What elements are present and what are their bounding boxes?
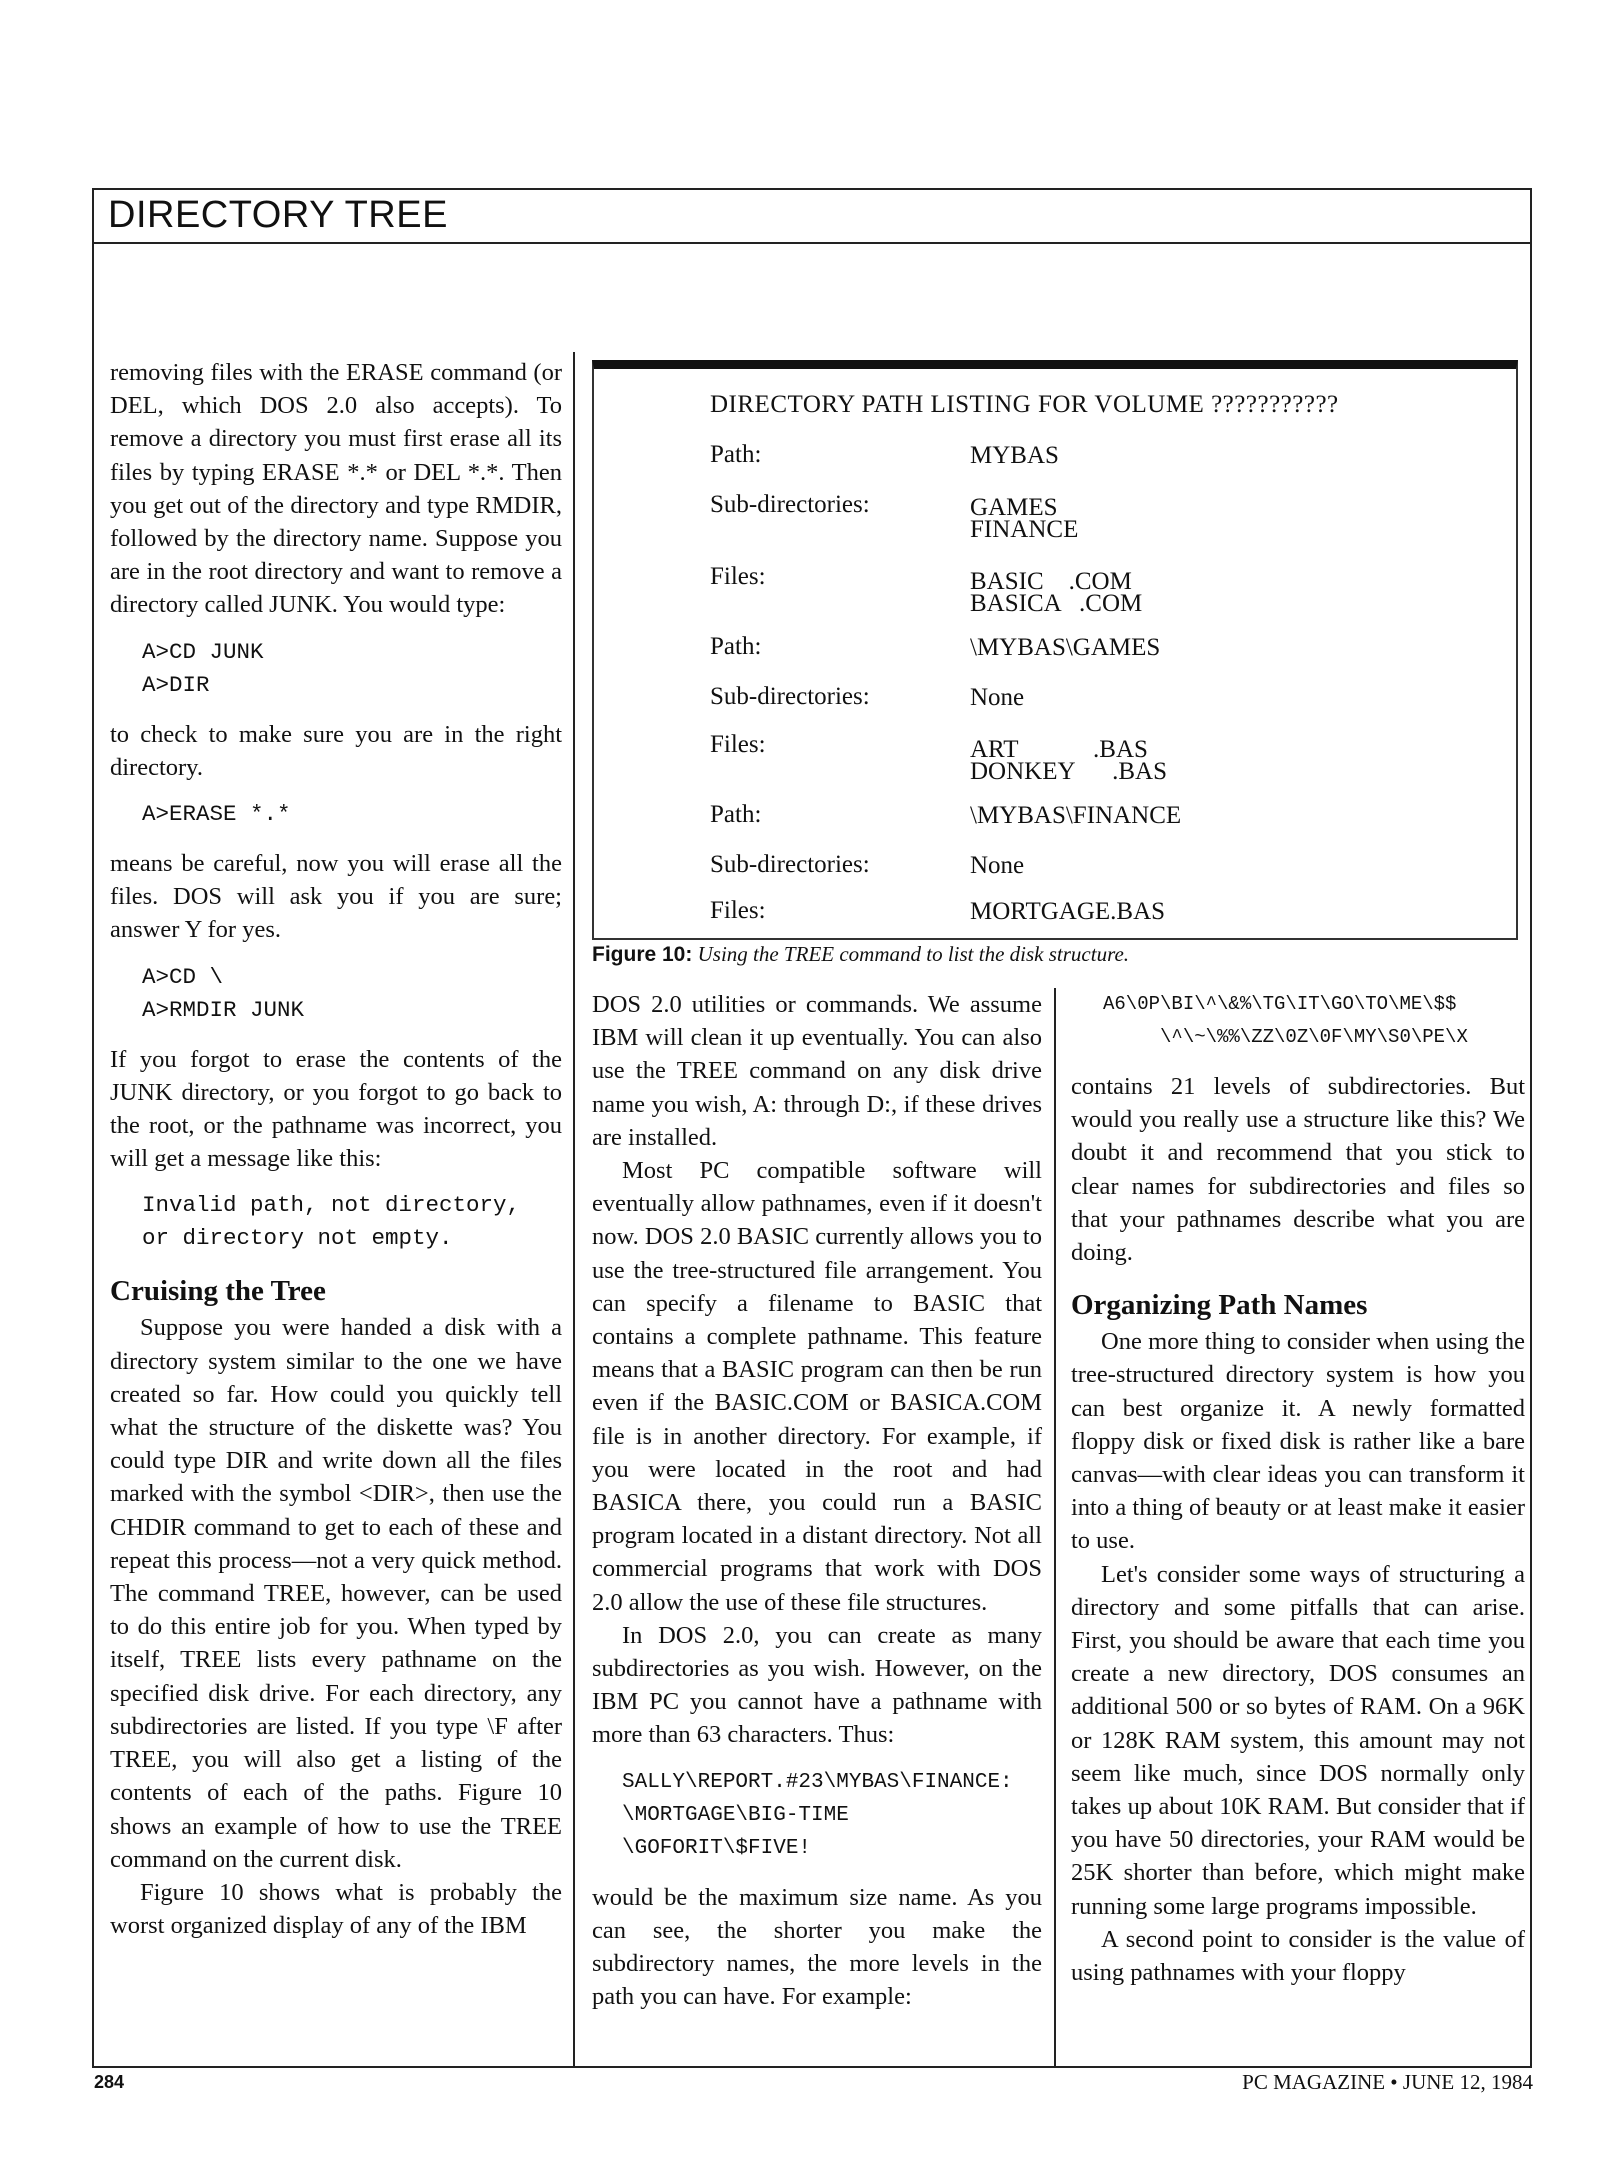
page-title: DIRECTORY TREE bbox=[108, 194, 448, 236]
figure-row-label: Path: bbox=[710, 441, 762, 468]
figure-row-label: Sub-directories: bbox=[710, 491, 870, 518]
figure-row-value: \MYBAS\GAMES bbox=[970, 634, 1161, 661]
paragraph: A second point to consider is the value of using pathnames with your floppy bbox=[1071, 1925, 1525, 1987]
paragraph: to check to make sure you are in the right directory. bbox=[110, 720, 562, 781]
column-divider bbox=[573, 352, 575, 2066]
figure-row-value: ART .BAS DONKEY .BAS bbox=[970, 736, 1167, 785]
figure-row-value: BASIC .COM BASICA .COM bbox=[970, 568, 1143, 617]
paragraph: If you forgot to erase the contents of the JUNK directory, or you forgot to go back to the root, or the pathname was incorrect, you will get a message like this: bbox=[110, 1045, 562, 1173]
code-block: SALLY\REPORT.#23\MYBAS\FINANCE: \MORTGAGE\BIG-TIME \GOFORIT\$FIVE! bbox=[622, 1770, 1013, 1860]
paragraph: Suppose you were handed a disk with a directory system similar to the one we have created so far. How could you quickly tell what the structure of the diskette was? You could type DIR and write down all the files marked with the symbol <DIR>, then use the CHDIR command to get to each of these and repeat this process—not a very quick method. The command TREE, however, can be used to do this entire job for you. When typed by itself, TREE lists every pathname on the specified disk drive. For each directory, any subdirectories are listed. If you type \F after TREE, you will also get a listing of the contents of each of the paths. Figure 10 shows an example of how to use the TREE command on the current disk. bbox=[110, 1314, 562, 1873]
figure-row-label: Sub-directories: bbox=[710, 851, 870, 878]
code-block: A>CD \ A>RMDIR JUNK bbox=[142, 963, 305, 1023]
paragraph: Let's consider some ways of structuring a directory and some pitfalls that can arise. First, you should be aware that each time you create a new directory, DOS consumes an additional 500 or so bytes of RAM. On a 96K or 128K RAM system, this amount may not seem like much, since DOS normally only takes up about 10K RAM. But consider that if you have 50 directories, your RAM would be 25K shorter than before, which might make running some large programs impossible. bbox=[1071, 1560, 1525, 1920]
paragraph: In DOS 2.0, you can create as many subdirectories as you wish. However, on the IBM PC you cannot have a pathname with more than 63 characters. Thus: bbox=[592, 1621, 1042, 1749]
figure-row-value: None bbox=[970, 852, 1025, 879]
figure-row-value: MORTGAGE.BAS bbox=[970, 898, 1166, 925]
figure-row-value: None bbox=[970, 684, 1025, 711]
figure-row-label: Path: bbox=[710, 633, 762, 660]
code-block: A6\0P\BI\^\&%\TG\IT\GO\TO\ME\$$ \^\~\%%\ZZ\0Z\0F\MY\S0\PE\X bbox=[1103, 993, 1468, 1048]
header-bar bbox=[92, 188, 1532, 244]
magazine-footer: PC MAGAZINE • JUNE 12, 1984 bbox=[1242, 2070, 1533, 2094]
section-heading: Cruising the Tree bbox=[110, 1275, 326, 1308]
figure-row-value: \MYBAS\FINANCE bbox=[970, 802, 1182, 829]
paragraph: would be the maximum size name. As you can see, the shorter you make the subdirectory names, the more levels in the path you can have. For example: bbox=[592, 1883, 1042, 2011]
code-block: A>ERASE *.* bbox=[142, 801, 291, 828]
paragraph: means be careful, now you will erase all the files. DOS will ask you if you are sure; answer Y for yes. bbox=[110, 850, 562, 944]
figure-row-label: Sub-directories: bbox=[710, 683, 870, 710]
left-column bbox=[110, 356, 562, 1942]
figure-directory-listing bbox=[592, 360, 1518, 940]
paragraph: DOS 2.0 utilities or commands. We assume IBM will clean it up eventually. You can also use the TREE command on any disk drive name you wish, A: through D:, if these drives are installed. bbox=[592, 991, 1042, 1151]
figure-caption-label: Figure 10: bbox=[592, 943, 693, 966]
column-divider bbox=[1054, 988, 1056, 2066]
page-number: 284 bbox=[94, 2072, 125, 2092]
section-heading: Organizing Path Names bbox=[1071, 1289, 1368, 1322]
paragraph: Most PC compatible software will eventually allow pathnames, even if it doesn't now. DOS 2.0 BASIC currently allows you to use the tree-structured file arrangement. You can specify a filename to BASIC that contains a complete pathname. This feature means that a BASIC program can then be run even if the BASIC.COM or BASICA.COM file is in another directory. For example, if you were located in the root and had BASICA there, you could run a BASIC program located in a distant directory. Not all commercial programs that work with DOS 2.0 allow the use of these file structures. bbox=[592, 1157, 1042, 1616]
figure-caption-text: Using the TREE command to list the disk structure. bbox=[697, 942, 1130, 966]
figure-row-value: GAMES FINANCE bbox=[970, 494, 1079, 543]
figure-row-label: Files: bbox=[710, 897, 766, 924]
code-block: A>CD JUNK A>DIR bbox=[142, 638, 264, 698]
figure-title: DIRECTORY PATH LISTING FOR VOLUME ??????????? bbox=[710, 391, 1339, 418]
paragraph: removing files with the ERASE command (or DEL, which DOS 2.0 also accepts). To remove a directory you must first erase all its files by typing ERASE *.* or DEL *.*. Then you get out of the directory and type RMDIR, followed by the directory name. Suppose you are in the root directory and want to remove a directory called JUNK. You would type: bbox=[110, 359, 562, 619]
middle-column bbox=[592, 988, 1042, 2013]
figure-caption bbox=[592, 942, 1129, 967]
figure-row-label: Files: bbox=[710, 731, 766, 758]
figure-row-label: Files: bbox=[710, 563, 766, 590]
code-block: Invalid path, not directory, or directory not empty. bbox=[142, 1192, 521, 1252]
paragraph: contains 21 levels of subdirectories. But would you really use a structure like this? We doubt it and recommend that you stick to clear names for subdirectories and files so that your pathnames describe what you are doing. bbox=[1071, 1073, 1525, 1267]
paragraph: One more thing to consider when using the tree-structured directory system is how you can best organize it. A newly formatted floppy disk or fixed disk is rather like a bare canvas—with clear ideas you can transform it into a thing of beauty or at least make it easier to use. bbox=[1071, 1328, 1525, 1555]
figure-row-label: Path: bbox=[710, 801, 762, 828]
paragraph: Figure 10 shows what is probably the worst organized display of any of the IBM bbox=[110, 1878, 562, 1940]
figure-row-value: MYBAS bbox=[970, 442, 1059, 469]
right-column bbox=[1071, 988, 1525, 1989]
